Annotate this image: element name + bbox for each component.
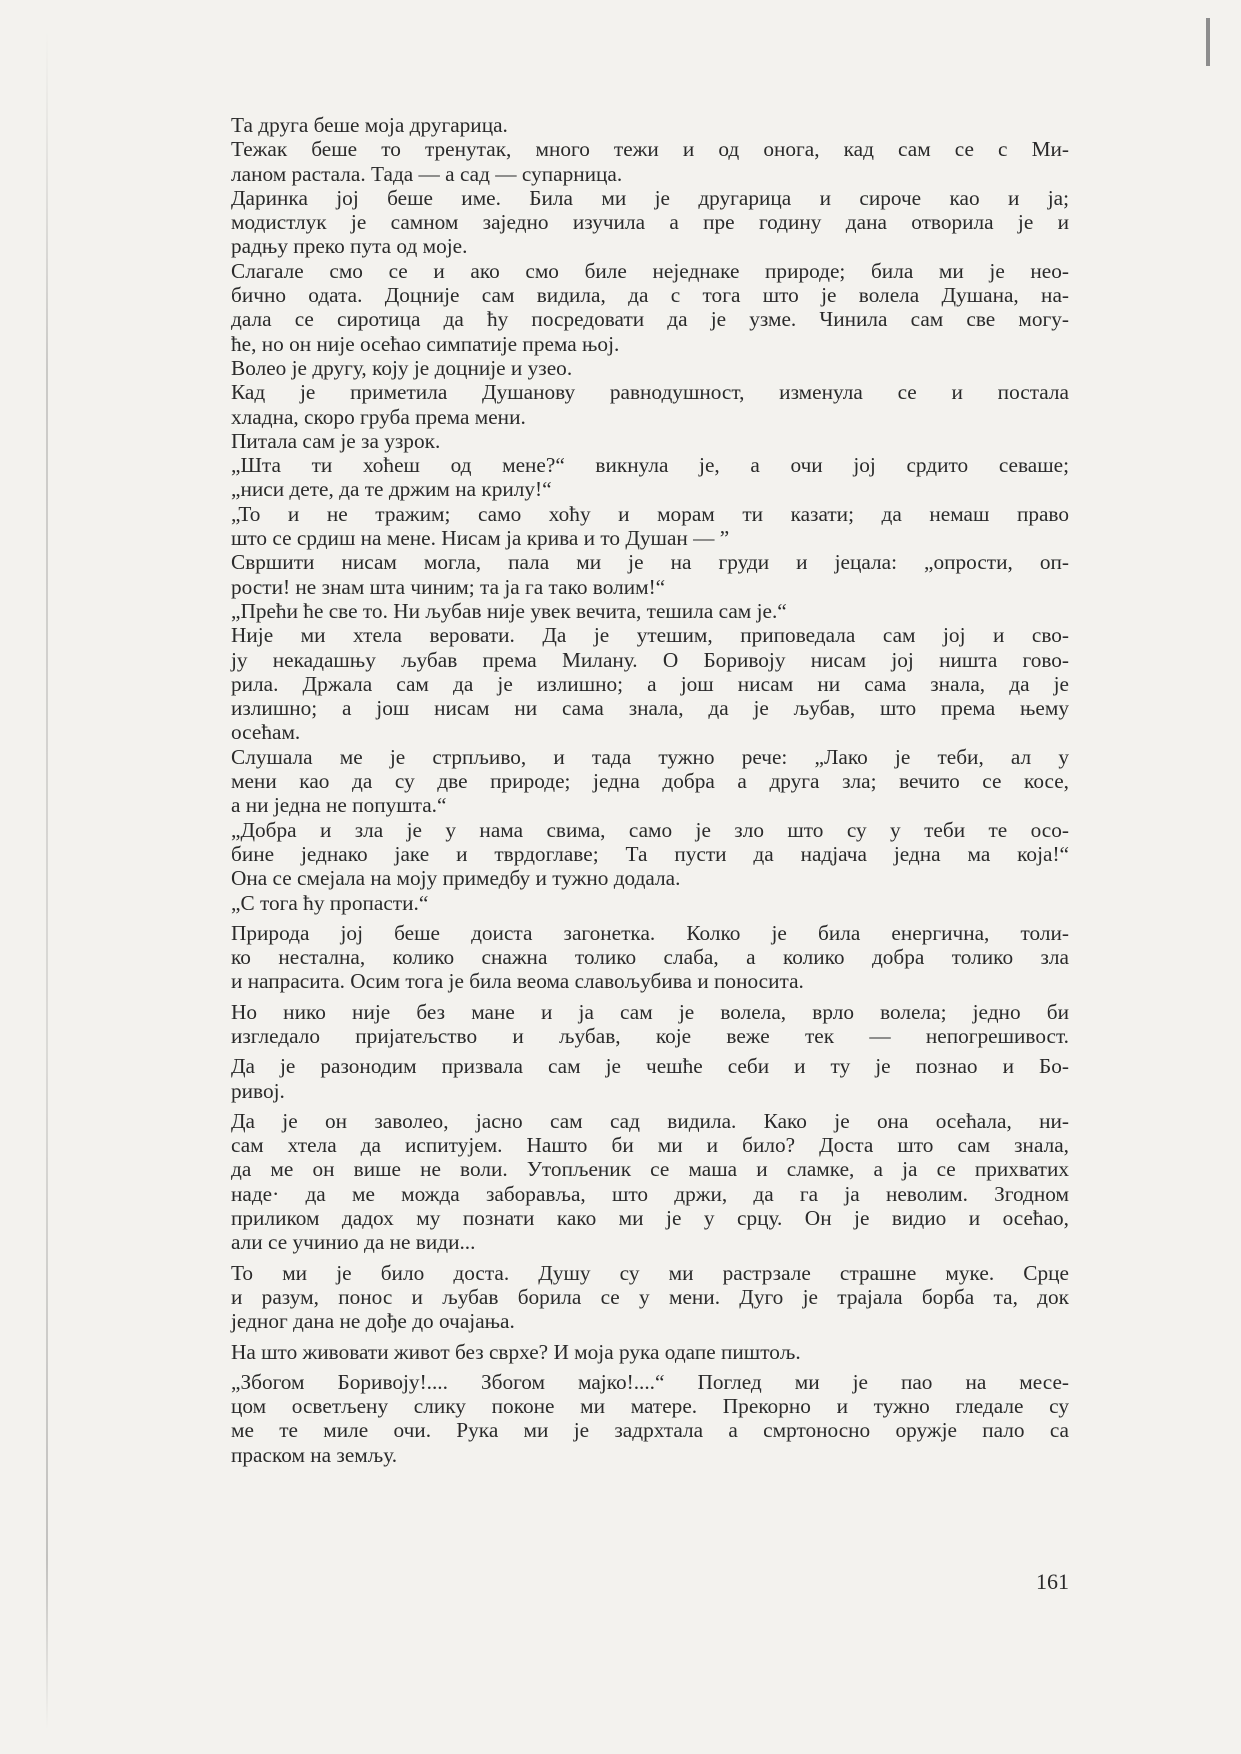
text-line: што се срдиш на мене. Нисам ја крива и то Душан — ” xyxy=(231,526,730,551)
text-line: Питала сам је за узрок. xyxy=(231,428,441,453)
text-line: цом осветљену слику поконе ми матере. Прекорно и тужно гледале су xyxy=(231,1394,1069,1419)
text-line: Та друга беше моја другарица. xyxy=(231,113,508,137)
text-line: Да је он заволео, јасно сам сад видила. Како је она осећала, ни- xyxy=(231,1108,1069,1133)
text-line: али се учинио да не види... xyxy=(231,1230,476,1255)
text-line: „ниси дете, да те држим на крилу!“ xyxy=(231,477,552,502)
text-line: То ми је било доста. Душу су ми растрзале страшне муке. Срце xyxy=(231,1260,1069,1285)
text-line: Она се смејала на моју примедбу и тужно додала. xyxy=(231,866,681,891)
text-line: бично одата. Доцније сам видила, да с тога што је волела Душана, на- xyxy=(231,283,1069,308)
text-line: рости! не знам шта чиним; та ја га тако волим!“ xyxy=(231,574,666,599)
text-line: Слагале смо се и ако смо биле неједнаке природе; била ми је нео- xyxy=(231,258,1069,283)
text-line: „Збогом Боривоју!.... Збогом мајко!....“ Поглед ми је пао на месе- xyxy=(231,1369,1069,1394)
text-line: наде· да ме можда заборавља, што држи, да га ја неволим. Згодном xyxy=(231,1181,1069,1206)
text-line: сам хтела да испитујем. Нашто би ми и било? Доста што сам знала, xyxy=(231,1133,1069,1158)
text-line: ко нестална, колико снажна толико слаба, а колико добра толико зла xyxy=(231,945,1069,970)
text-line: мени као да су две природе; једна добра а друга зла; вечито се косе, xyxy=(231,769,1069,794)
text-line: Но нико није без мане и ја сам је волела, врло волела; једно би xyxy=(231,999,1069,1024)
text-line: осећам. xyxy=(231,720,301,745)
scan-edge-shadow xyxy=(46,30,48,1730)
text-line: „Прећи ће све то. Ни љубав није увек вечита, тешила сам је.“ xyxy=(231,598,787,623)
text-line: ће, но он није осећао симпатије према њој. xyxy=(231,331,620,356)
text-line: Није ми хтела веровати. Да је утешим, приповедала сам јој и сво- xyxy=(231,623,1069,648)
text-line: ривој. xyxy=(231,1078,285,1103)
text-line: приликом дадох му познати како ми је у срцу. Он је видио и осећао, xyxy=(231,1206,1069,1231)
text-line: Да је разонодим призвала сам је чешће себи и ту је познао и Бо- xyxy=(231,1054,1069,1079)
text-line: Кад је приметила Душанову равнодушност, изменула се и постала xyxy=(231,380,1069,405)
text-line: изгледало пријатељство и љубав, које веже тек — непогрешивост. xyxy=(231,1023,1069,1048)
text-line: „То и не тражим; само хоћу и морам ти казати; да немаш право xyxy=(231,501,1069,526)
text-line: једног дана не дође до очајања. xyxy=(231,1309,515,1334)
text-line: рила. Држала сам да је излишно; а још нисам ни сама знала, да је xyxy=(231,671,1069,696)
text-line: Волео је другу, коју је доцније и узео. xyxy=(231,355,573,380)
text-line: да ме он више не воли. Утопљеник се маша и сламке, а ја се прихватих xyxy=(231,1157,1069,1182)
text-line: Свршити нисам могла, пала ми је на груди и јецала: „опрости, оп- xyxy=(231,550,1069,575)
text-line: Даринка јој беше име. Била ми је другарица и сироче као и ја; xyxy=(231,185,1069,210)
page-number: 161 xyxy=(1036,1569,1069,1594)
scan-binding-mark xyxy=(1206,18,1210,66)
text-line: ме те миле очи. Рука ми је задрхтала а смртоносно оружје пало са xyxy=(231,1418,1069,1443)
text-line: дала се сиротица да ћу посредовати да је узме. Чинила сам све могу- xyxy=(231,307,1069,332)
text-line: Тежак беше то тренутак, много тежи и од онога, кад сам се с Ми- xyxy=(231,137,1069,162)
text-line: На што живовати живот без сврхе? И моја рука одапе пиштољ. xyxy=(231,1339,801,1364)
text-line: Природа јој беше доиста загонетка. Колко је била енергична, толи- xyxy=(231,920,1069,945)
text-line: излишно; а још нисам ни сама знала, да је љубав, што према њему xyxy=(231,696,1069,721)
text-line: и напрасита. Осим тога је била веома славољубива и поносита. xyxy=(231,969,804,994)
text-line: а ни једна не попушта.“ xyxy=(231,793,447,818)
text-line: и разум, понос и љубав борила се у мени. Дуго је трајала борба та, док xyxy=(231,1284,1069,1309)
text-line: „Добра и зла је у нама свима, само је зло што су у теби те осо- xyxy=(231,817,1069,842)
text-line: ју некадашњу љубав према Милану. О Боривоју нисам јој ништа гово- xyxy=(231,647,1069,672)
text-line: модистлук је самном заједно изучила а пре годину дана отворила је и xyxy=(231,210,1069,235)
text-line: хладна, скоро груба према мени. xyxy=(231,404,526,429)
text-line: радњу преко пута од моје. xyxy=(231,234,468,259)
text-line: бине једнако јаке и тврдоглаве; Та пусти да надјача једна ма која!“ xyxy=(231,841,1069,866)
text-line: Слушала ме је стрпљиво, и тада тужно рече: „Лако је теби, ал у xyxy=(231,744,1069,769)
page-text xyxy=(231,113,1069,1467)
text-line: праском на земљу. xyxy=(231,1442,398,1467)
text-line: „С тога ћу пропасти.“ xyxy=(231,890,429,915)
text-line: „Шта ти хоћеш од мене?“ викнула је, а очи јој срдито севаше; xyxy=(231,453,1069,478)
text-line: ланом растала. Тада — а сад — супарница. xyxy=(231,161,623,186)
